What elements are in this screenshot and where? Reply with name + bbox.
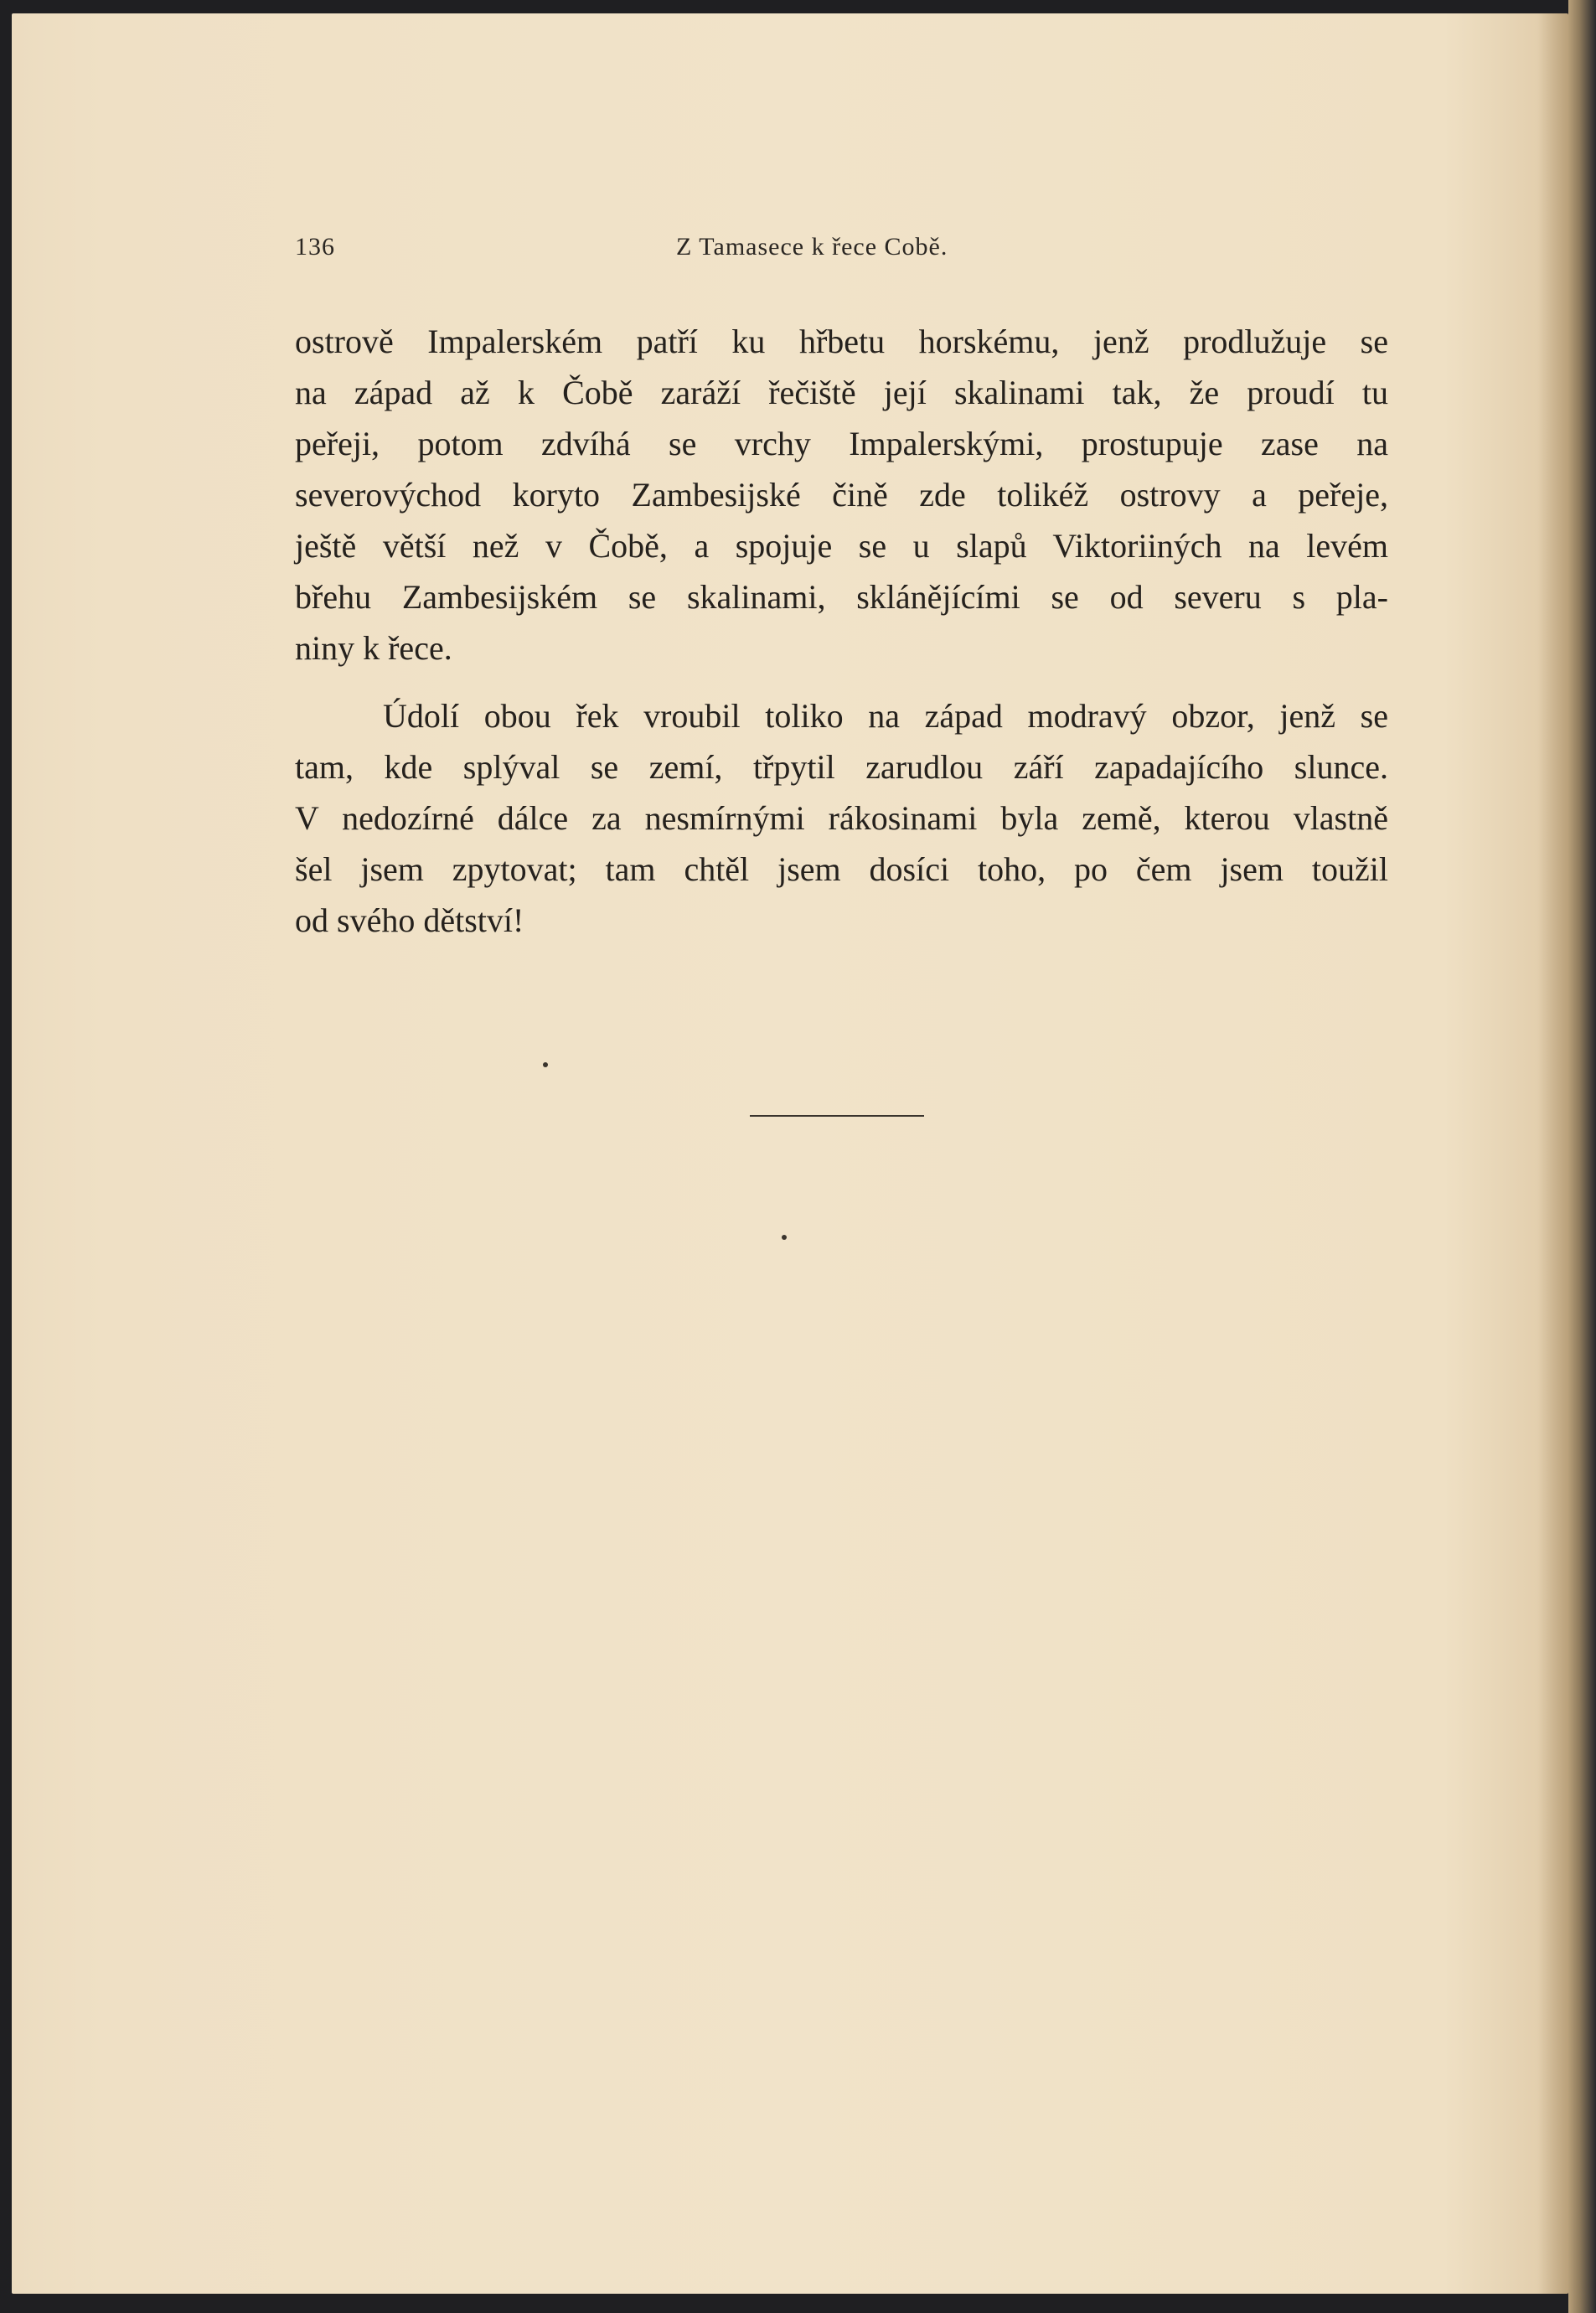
text-line: peřeji, potom zdvíhá se vrchy Impalerskými, prostupuje zase na	[295, 425, 1388, 462]
text-line: V nedozírné dálce za nesmírnými rákosinami byla země, kterou vlastně	[295, 799, 1388, 837]
text-line: niny k řece.	[295, 629, 452, 667]
text-line: Údolí obou řek vroubil toliko na západ modravý obzor, jenž se	[383, 697, 1388, 735]
running-title: Z Tamasece k řece Cobě.	[676, 233, 948, 261]
text-line: šel jsem zpytovat; tam chtěl jsem dosíci toho, po čem jsem toužil	[295, 850, 1388, 888]
body-text	[295, 316, 1388, 946]
page-header	[295, 233, 1007, 266]
text-line: ostrově Impalerském patří ku hřbetu horskému, jenž prodlužuje se	[295, 323, 1388, 360]
paragraph-gap	[295, 674, 1388, 690]
ink-speck	[782, 1235, 787, 1240]
text-line: ještě větší než v Čobě, a spojuje se u slapů Viktoriiných na levém	[295, 527, 1388, 565]
text-line: na západ až k Čobě zaráží řečiště její skalinami tak, že proudí tu	[295, 374, 1388, 411]
paragraph-2	[295, 690, 1388, 946]
page-number: 136	[295, 233, 335, 261]
book-edge	[1568, 0, 1596, 2313]
text-line: břehu Zambesijském se skalinami, sklánějícími se od severu s pla-	[295, 578, 1388, 616]
text-line: severovýchod koryto Zambesijské čině zde tolikéž ostrovy a peřeje,	[295, 476, 1388, 514]
paragraph-1	[295, 316, 1388, 674]
text-line: od svého dětství!	[295, 901, 524, 939]
text-line: tam, kde splýval se zemí, třpytil zarudlou září zapadajícího slunce.	[295, 748, 1388, 786]
section-divider	[750, 1115, 924, 1117]
ink-speck	[543, 1062, 548, 1067]
